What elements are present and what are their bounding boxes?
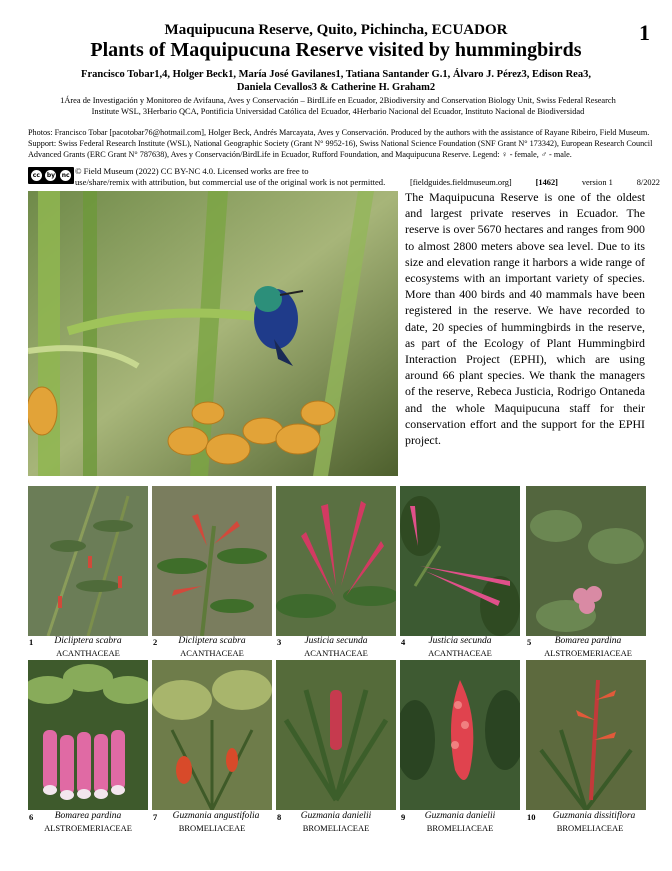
guzmania-danielii-image — [276, 660, 396, 810]
plant-photo-7 — [152, 660, 272, 810]
plant-family: ACANTHACEAE — [180, 648, 244, 658]
plant-family: BROMELIACEAE — [556, 823, 624, 833]
nc-icon: nc — [61, 172, 70, 179]
plant-number: 6 — [29, 812, 34, 822]
justicia-flower-image — [400, 486, 520, 636]
plant-name: Bomarea pardina — [54, 811, 122, 821]
plant-family: BROMELIACEAE — [178, 823, 246, 833]
guide-id: [1462] — [535, 178, 558, 187]
plant-family: ACANTHACEAE — [304, 648, 368, 658]
photo-credits: Photos: Francisco Tobar [pacotobar76@hotmail.com], Holger Beck, Andrés Marcayata, Aves y Conservación. Produced by the authors with the assistance of Rayane Ribeiro, Field Museum. Support: Swiss Federal Research Institute (WSL), National Geographic Society (Grant N° 9952-16), Swiss National Science Foundation (SNF Grant N° 173342), European Research Council Advanced Grants (ERC Grant N° 787638), Aves y Conservación/BirdLife in Ecuador, Rufford Foundation, and Maquipucuna Reserve. Legend: ♀ - female, ♂ - male. — [28, 128, 653, 159]
justicia-image — [276, 486, 396, 636]
hummingbird-image — [28, 191, 398, 476]
plant-family: ALSTROEMERIACEAE — [544, 648, 632, 658]
authors-line-1: Francisco Tobar1,4, Holger Beck1, María José Gavilanes1, Tatiana Santander G.1, Álvaro J. Pérez3, Edison Rea3, — [81, 69, 591, 80]
plant-number: 3 — [277, 637, 282, 647]
plant-family: BROMELIACEAE — [302, 823, 370, 833]
intro-paragraph: The Maquipucuna Reserve is one of the oldest and largest private reserves in Ecuador. The reserve is over 5670 hectares and ranges from 900 to almost 2800 meters above sea level. Due to its size and elevation range it harbors a wide range of ecosystems with an important variety of species. More than 400 birds and 40 mammals have been registered in the reserve. We have recorded to date, 20 species of hummingbirds in the reserve, as part of the Ecology of Plant Hummingbird Interaction Project (EPHI), which are using around 66 plant species. We thank the managers of the reserve, Rebeca Justicia, Rodrigo Ontaneda and the whole Maquipucuna staff for their conservation effort and the support for the EPHI project. — [405, 190, 645, 448]
plant-name: Justicia secunda — [428, 636, 492, 646]
plant-number: 4 — [401, 637, 406, 647]
license-line-2: use/share/remix with attribution, but commercial use of the original work is not permitted. — [75, 176, 386, 187]
plant-photo-3 — [276, 486, 396, 636]
plant-family: ALSTROEMERIACEAE — [44, 823, 132, 833]
authors-line-2: Daniela Cevallos3 & Catherine H. Graham2 — [236, 82, 436, 93]
guzmania-danielii-flower-image — [400, 660, 520, 810]
plant-photo-10 — [526, 660, 646, 810]
plant-number: 1 — [29, 637, 34, 647]
guide-meta — [410, 178, 660, 187]
plant-name: Guzmania dissitiflora — [552, 811, 636, 821]
plant-photo-4 — [400, 486, 520, 636]
guzmania-dissitiflora-image — [526, 660, 646, 810]
plant-photo-9 — [400, 660, 520, 810]
plant-name: Justicia secunda — [304, 636, 368, 646]
plant-name: Guzmania danielii — [300, 811, 372, 821]
plant-photo-2 — [152, 486, 272, 636]
hero-hummingbird-photo — [28, 191, 398, 476]
guide-site: [fieldguides.fieldmuseum.org] — [410, 178, 512, 187]
plant-number: 2 — [153, 637, 158, 647]
plant-family: ACANTHACEAE — [56, 648, 120, 658]
by-icon: by — [46, 172, 56, 179]
guide-date: 8/2022 — [636, 178, 660, 187]
plant-number: 5 — [527, 637, 532, 647]
plant-number: 10 — [527, 812, 536, 822]
plant-name: Guzmania danielii — [424, 811, 496, 821]
plant-name: Guzmania angustifolia — [172, 811, 260, 821]
dicliptera-image — [28, 486, 148, 636]
bomarea-image — [526, 486, 646, 636]
page-title: Plants of Maquipucuna Reserve visited by hummingbirds — [90, 39, 582, 61]
guzmania-angustifolia-image — [152, 660, 272, 810]
plant-number: 7 — [153, 812, 158, 822]
plant-name: Bomarea pardina — [554, 636, 622, 646]
plant-name: Dicliptera scabra — [178, 636, 246, 646]
plant-number: 9 — [401, 812, 406, 822]
plant-photo-5 — [526, 486, 646, 636]
page-number: 1 — [639, 20, 650, 45]
bomarea-flower-image — [28, 660, 148, 810]
license-line-1: © Field Museum (2022) CC BY-NC 4.0. Licensed works are free to — [75, 166, 309, 176]
affiliation-line-2: Institute WSL, 3Herbario QCA, Pontificia Universidad Católica del Ecuador, 4Herbario Nacional del Ecuador, Instituto Nacional de Biodiversidad — [91, 107, 585, 116]
plant-photo-6 — [28, 660, 148, 810]
cc-license-badge — [28, 167, 74, 184]
plant-family: BROMELIACEAE — [426, 823, 494, 833]
license-text — [75, 166, 415, 187]
plant-family: ACANTHACEAE — [428, 648, 492, 658]
dicliptera-flower-image — [152, 486, 272, 636]
guide-version: version 1 — [581, 178, 613, 187]
plant-photo-8 — [276, 660, 396, 810]
affiliation-line-1: 1Área de Investigación y Monitoreo de Avifauna, Aves y Conservación – BirdLife en Ecuador, 2Biodiversity and Conservation Biology Unit, Swiss Federal Research — [60, 96, 616, 105]
plant-name: Dicliptera scabra — [54, 636, 122, 646]
plant-photo-1 — [28, 486, 148, 636]
plant-number: 8 — [277, 812, 282, 822]
page-subtitle: Maquipucuna Reserve, Quito, Pichincha, ECUADOR — [164, 22, 508, 38]
cc-icon: cc — [32, 172, 40, 179]
